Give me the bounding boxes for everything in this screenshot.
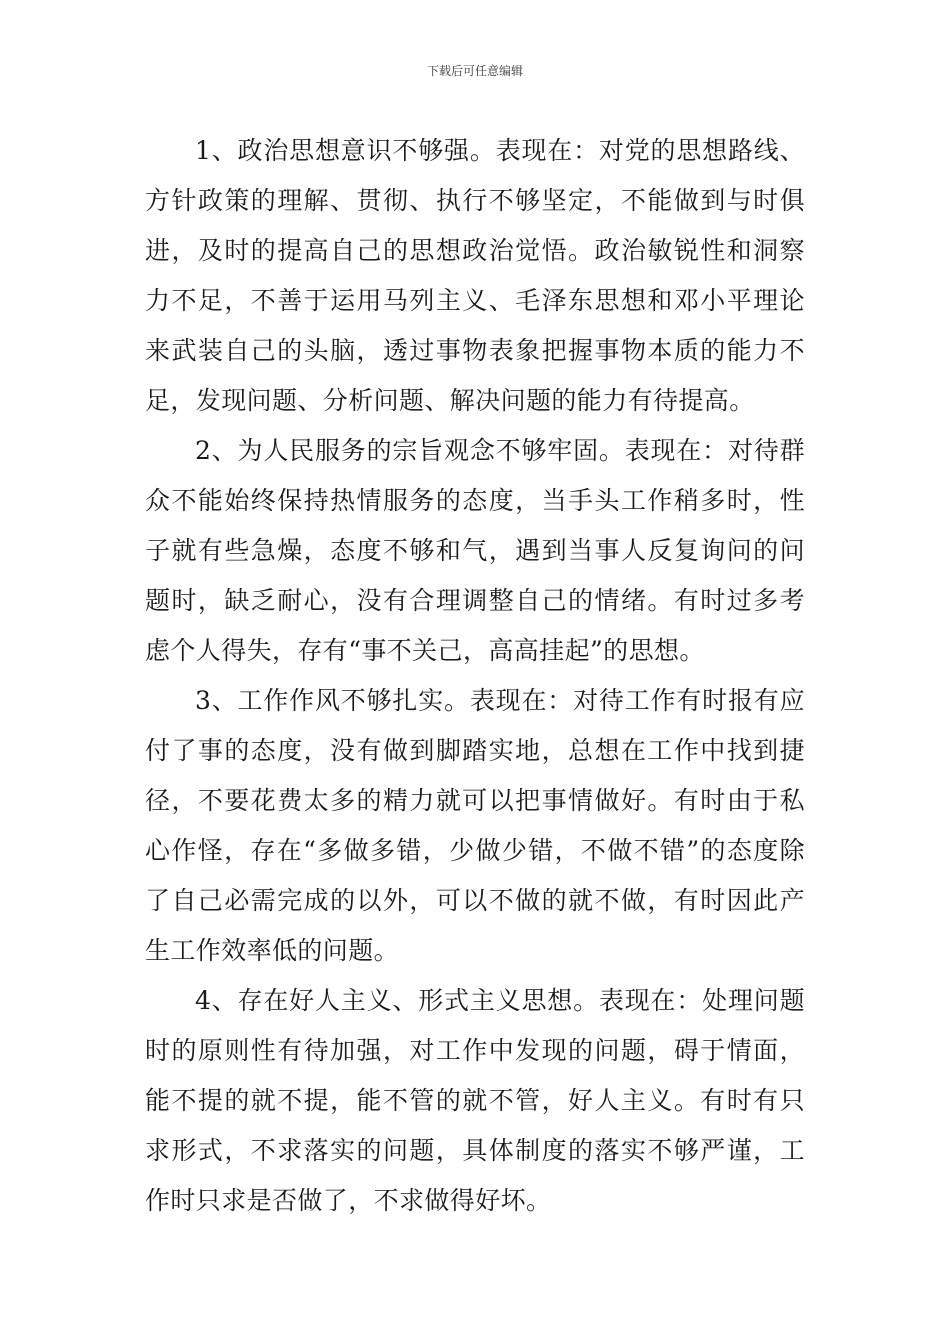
paragraph-2: 2、为人民服务的宗旨观念不够牢固。表现在：对待群众不能始终保持热情服务的态度，当手头工作稍多时，性子就有些急燥，态度不够和气，遇到当事人反复询问的问题时，缺乏耐心，没有合理调整自己的情绪。有时过多考虑个人得失，存有“事不关己，高高挂起”的思想。 [145, 436, 805, 665]
paragraph-4: 4、存在好人主义、形式主义思想。表现在：处理问题时的原则性有待加强，对工作中发现的问题，碍于情面，能不提的就不提，能不管的就不管，好人主义。有时有只求形式，不求落实的问题，具体制度的落实不够严谨，工作时只求是否做了，不求做得好坏。 [145, 986, 805, 1215]
page-header-note: 下载后可任意编辑 [426, 64, 523, 78]
paragraph-3: 3、工作作风不够扎实。表现在：对待工作有时报有应付了事的态度，没有做到脚踏实地，总想在工作中找到捷径，不要花费太多的精力就可以把事情做好。有时由于私心作怪，存在“多做多错，少做少错，不做不错”的态度除了自己必需完成的以外，可以不做的就不做，有时因此产生工作效率低的问题。 [145, 686, 805, 965]
paragraph-1: 1、政治思想意识不够强。表现在：对党的思想路线、方针政策的理解、贯彻、执行不够坚定，不能做到与时俱进，及时的提高自己的思想政治觉悟。政治敏锐性和洞察力不足，不善于运用马列主义、毛泽东思想和邓小平理论来武装自己的头脑，透过事物表象把握事物本质的能力不足，发现问题、分析问题、解决问题的能力有待提高。 [145, 136, 805, 415]
document-body [145, 126, 805, 1226]
